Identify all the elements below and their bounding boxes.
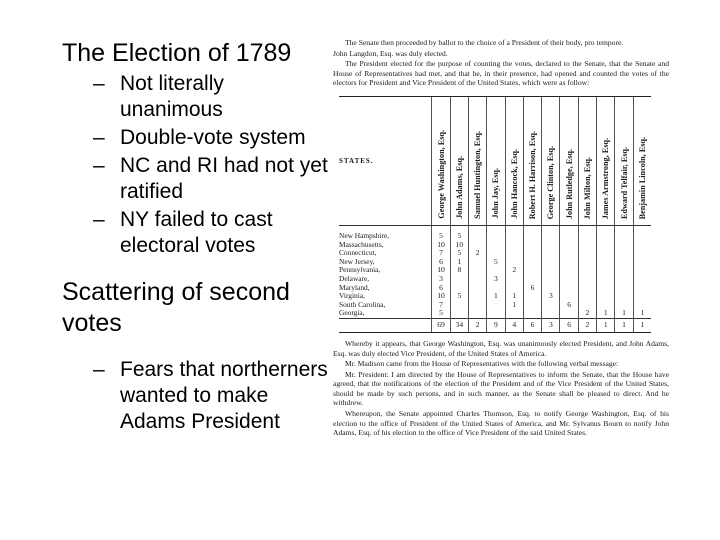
vote-cell bbox=[523, 241, 541, 250]
total-cell: 4 bbox=[505, 318, 523, 332]
sub-bullet-text: Double-vote system bbox=[120, 126, 306, 149]
senate-journal-scan bbox=[333, 38, 669, 500]
dash-marker: – bbox=[93, 154, 105, 177]
table-row bbox=[339, 292, 651, 301]
dash-marker: – bbox=[93, 126, 105, 149]
candidate-name: James Armstrong, Esq. bbox=[601, 137, 611, 219]
candidate-name: Benjamin Lincoln, Esq. bbox=[637, 136, 647, 219]
totals-row bbox=[339, 318, 651, 332]
vote-cell bbox=[615, 249, 633, 258]
vote-cell bbox=[597, 275, 615, 284]
slide-text bbox=[62, 38, 332, 437]
total-cell: 2 bbox=[469, 318, 487, 332]
vote-cell bbox=[469, 309, 487, 318]
candidate-column-header bbox=[432, 96, 450, 225]
vote-cell bbox=[578, 225, 596, 240]
candidate-column-header bbox=[578, 96, 596, 225]
vote-cell bbox=[469, 275, 487, 284]
sub-bullet-text: NY failed to cast electoral votes bbox=[120, 208, 273, 257]
vote-cell: 7 bbox=[432, 249, 450, 258]
vote-cell bbox=[560, 309, 578, 318]
vote-cell bbox=[505, 241, 523, 250]
dash-marker: – bbox=[93, 72, 105, 95]
table-row bbox=[339, 275, 651, 284]
vote-cell bbox=[560, 249, 578, 258]
journal-paragraph: The President elected for the purpose of counting the votes, declared to the Senate, that the Senate and House of Representatives had met, and that he, in their presence, had opened and counted the votes of the electors for President and Vice President of the United States, which were as follow: bbox=[333, 59, 669, 88]
vote-cell: 6 bbox=[523, 284, 541, 293]
vote-cell: 2 bbox=[505, 266, 523, 275]
vote-cell bbox=[542, 275, 560, 284]
vote-cell: 6 bbox=[560, 301, 578, 310]
state-name: Connecticut, bbox=[339, 248, 377, 258]
vote-cell bbox=[469, 284, 487, 293]
candidate-column-header bbox=[450, 96, 468, 225]
vote-cell bbox=[469, 292, 487, 301]
vote-cell bbox=[615, 266, 633, 275]
vote-cell bbox=[560, 284, 578, 293]
vote-cell bbox=[505, 249, 523, 258]
vote-cell: 3 bbox=[542, 292, 560, 301]
electoral-vote-table bbox=[339, 96, 651, 333]
total-cell: 6 bbox=[560, 318, 578, 332]
candidate-column-header bbox=[560, 96, 578, 225]
table-row bbox=[339, 309, 651, 318]
candidate-name: Samuel Huntington, Esq. bbox=[473, 131, 483, 219]
state-name: New Jersey, bbox=[339, 256, 375, 266]
journal-paragraph: Mr. Madison came from the House of Representatives with the following verbal message: bbox=[345, 359, 619, 369]
candidate-name: Edward Telfair, Esq. bbox=[619, 146, 629, 219]
table-row bbox=[339, 258, 651, 267]
vote-cell: 1 bbox=[505, 292, 523, 301]
vote-cell bbox=[450, 301, 468, 310]
vote-cell: 1 bbox=[487, 292, 505, 301]
vote-cell bbox=[597, 266, 615, 275]
vote-cell: 5 bbox=[450, 225, 468, 240]
vote-cell bbox=[450, 275, 468, 284]
sub-bullet bbox=[62, 207, 332, 259]
vote-cell: 1 bbox=[615, 309, 633, 318]
vote-cell: 5 bbox=[450, 292, 468, 301]
candidate-column-header bbox=[615, 96, 633, 225]
vote-cell: 2 bbox=[469, 249, 487, 258]
vote-cell bbox=[560, 266, 578, 275]
vote-cell bbox=[523, 225, 541, 240]
dash-marker: – bbox=[93, 358, 105, 381]
vote-cell bbox=[578, 241, 596, 250]
vote-cell: 1 bbox=[597, 309, 615, 318]
sub-bullet-text: Fears that northerners wanted to make Adams President bbox=[120, 358, 328, 433]
state-name: Pennsylvania, bbox=[339, 265, 381, 275]
vote-cell bbox=[523, 249, 541, 258]
vote-cell bbox=[578, 292, 596, 301]
state-name: South Carolina, bbox=[339, 299, 386, 309]
vote-cell: 3 bbox=[487, 275, 505, 284]
vote-cell: 5 bbox=[432, 225, 450, 240]
vote-cell bbox=[523, 292, 541, 301]
candidate-column-header bbox=[469, 96, 487, 225]
vote-cell bbox=[469, 266, 487, 275]
state-name: Virginia, bbox=[339, 291, 365, 301]
vote-cell bbox=[597, 241, 615, 250]
vote-cell bbox=[578, 275, 596, 284]
heading-election-1789: The Election of 1789 bbox=[62, 39, 292, 67]
vote-cell bbox=[597, 249, 615, 258]
vote-cell bbox=[633, 275, 651, 284]
table-row bbox=[339, 241, 651, 250]
vote-cell bbox=[542, 258, 560, 267]
vote-cell bbox=[523, 266, 541, 275]
journal-paragraph: Whereby it appears, that George Washington, Esq. was unanimously elected President, and John Adams, Esq. was duly elected Vice President, of the United States of America. bbox=[333, 338, 669, 358]
vote-cell bbox=[633, 292, 651, 301]
vote-cell: 10 bbox=[432, 292, 450, 301]
total-cell: 34 bbox=[450, 318, 468, 332]
vote-cell bbox=[633, 266, 651, 275]
vote-cell bbox=[615, 275, 633, 284]
vote-cell bbox=[487, 301, 505, 310]
vote-cell bbox=[505, 275, 523, 284]
journal-paragraph: Mr. President: I am directed by the House of Representatives to inform the Senate, that the House have agreed, that the notifications of the election of the President and of the Vice President of the United States, should be made by such persons, and in such manner, as the Senate shall be pleased to direct. And he withdrew. bbox=[333, 369, 669, 408]
candidate-name: John Hancock, Esq. bbox=[509, 149, 519, 219]
sub-bullet bbox=[62, 71, 332, 123]
vote-cell bbox=[542, 266, 560, 275]
vote-cell: 10 bbox=[450, 241, 468, 250]
candidate-column-header bbox=[487, 96, 505, 225]
vote-cell bbox=[542, 301, 560, 310]
total-cell: 9 bbox=[487, 318, 505, 332]
vote-cell: 5 bbox=[450, 249, 468, 258]
vote-cell bbox=[542, 225, 560, 240]
table-row bbox=[339, 225, 651, 240]
vote-cell bbox=[523, 309, 541, 318]
total-cell: 1 bbox=[615, 318, 633, 332]
vote-cell bbox=[560, 258, 578, 267]
vote-cell: 6 bbox=[432, 284, 450, 293]
sub-bullet bbox=[62, 153, 332, 205]
state-name: New Hampshire, bbox=[339, 230, 390, 240]
state-name: Maryland, bbox=[339, 282, 370, 292]
vote-cell bbox=[597, 284, 615, 293]
total-cell: 3 bbox=[542, 318, 560, 332]
vote-cell: 1 bbox=[505, 301, 523, 310]
journal-paragraph: John Langdon, Esq. was duly elected. bbox=[333, 48, 448, 58]
state-name: Massachusetts, bbox=[339, 239, 384, 249]
vote-cell bbox=[633, 249, 651, 258]
vote-cell bbox=[633, 241, 651, 250]
vote-cell bbox=[542, 309, 560, 318]
vote-cell: 5 bbox=[487, 258, 505, 267]
sub-bullet-text: Not literally unanimous bbox=[120, 72, 224, 121]
vote-cell bbox=[523, 258, 541, 267]
vote-cell: 1 bbox=[633, 309, 651, 318]
vote-cell bbox=[469, 225, 487, 240]
vote-cell bbox=[542, 249, 560, 258]
candidate-name: John Milton, Esq. bbox=[582, 156, 592, 219]
vote-cell: 5 bbox=[432, 309, 450, 318]
vote-cell bbox=[597, 258, 615, 267]
vote-cell: 8 bbox=[450, 266, 468, 275]
vote-cell bbox=[487, 309, 505, 318]
states-column-header: STATES. bbox=[339, 96, 432, 225]
vote-cell bbox=[450, 309, 468, 318]
candidate-name: George Clinton, Esq. bbox=[546, 145, 556, 219]
candidate-name: John Adams, Esq. bbox=[454, 156, 464, 219]
vote-cell bbox=[615, 241, 633, 250]
dash-marker: – bbox=[93, 208, 105, 231]
vote-cell bbox=[615, 258, 633, 267]
vote-cell bbox=[615, 292, 633, 301]
vote-cell bbox=[560, 241, 578, 250]
candidate-column-header bbox=[542, 96, 560, 225]
state-name: Georgia, bbox=[339, 308, 365, 318]
vote-cell bbox=[597, 225, 615, 240]
totals-label bbox=[339, 318, 432, 332]
vote-cell bbox=[542, 241, 560, 250]
vote-cell: 6 bbox=[432, 258, 450, 267]
vote-cell bbox=[615, 284, 633, 293]
total-cell: 2 bbox=[578, 318, 596, 332]
sub-bullet bbox=[62, 125, 332, 151]
total-cell: 1 bbox=[633, 318, 651, 332]
vote-cell: 7 bbox=[432, 301, 450, 310]
candidate-name: George Washington, Esq. bbox=[436, 130, 446, 219]
vote-cell: 10 bbox=[432, 241, 450, 250]
sub-bullet bbox=[62, 357, 332, 435]
vote-cell bbox=[523, 301, 541, 310]
vote-cell bbox=[633, 284, 651, 293]
vote-cell bbox=[597, 292, 615, 301]
vote-cell bbox=[578, 266, 596, 275]
vote-cell bbox=[578, 258, 596, 267]
heading-scattering: Scattering of second votes bbox=[62, 278, 290, 337]
state-name: Delaware, bbox=[339, 273, 370, 283]
vote-cell bbox=[487, 225, 505, 240]
vote-cell bbox=[615, 225, 633, 240]
vote-cell: 10 bbox=[432, 266, 450, 275]
candidate-name: John Jay, Esq. bbox=[491, 168, 501, 219]
vote-cell bbox=[505, 309, 523, 318]
vote-cell bbox=[487, 241, 505, 250]
vote-cell: 3 bbox=[432, 275, 450, 284]
vote-cell bbox=[578, 249, 596, 258]
total-cell: 6 bbox=[523, 318, 541, 332]
vote-cell bbox=[469, 258, 487, 267]
candidate-column-header bbox=[597, 96, 615, 225]
journal-paragraph: Whereupon, the Senate appointed Charles Thomson, Esq. to notify George Washington, Esq. of his election to the office of President of the United States of America, and Mr. Sylvanus Bourn to notify John Adams, Esq. of his election to the office of Vice President of the said United States. bbox=[333, 409, 669, 438]
vote-cell bbox=[505, 225, 523, 240]
candidate-column-header bbox=[523, 96, 541, 225]
candidate-name: Robert H. Harrison, Esq. bbox=[528, 130, 538, 219]
vote-cell bbox=[633, 225, 651, 240]
vote-cell bbox=[560, 225, 578, 240]
sub-bullet-text: NC and RI had not yet ratified bbox=[120, 154, 328, 203]
vote-cell: 1 bbox=[450, 258, 468, 267]
vote-cell bbox=[633, 258, 651, 267]
journal-paragraph: The Senate then proceeded by ballot to the choice of a President of their body, pro tempore. bbox=[345, 38, 624, 47]
total-cell: 69 bbox=[432, 318, 450, 332]
vote-cell bbox=[578, 284, 596, 293]
candidate-column-header bbox=[633, 96, 651, 225]
vote-cell bbox=[560, 275, 578, 284]
vote-cell: 2 bbox=[578, 309, 596, 318]
candidate-name: John Rutledge, Esq. bbox=[564, 148, 574, 219]
total-cell: 1 bbox=[597, 318, 615, 332]
candidate-column-header bbox=[505, 96, 523, 225]
vote-cell bbox=[469, 301, 487, 310]
